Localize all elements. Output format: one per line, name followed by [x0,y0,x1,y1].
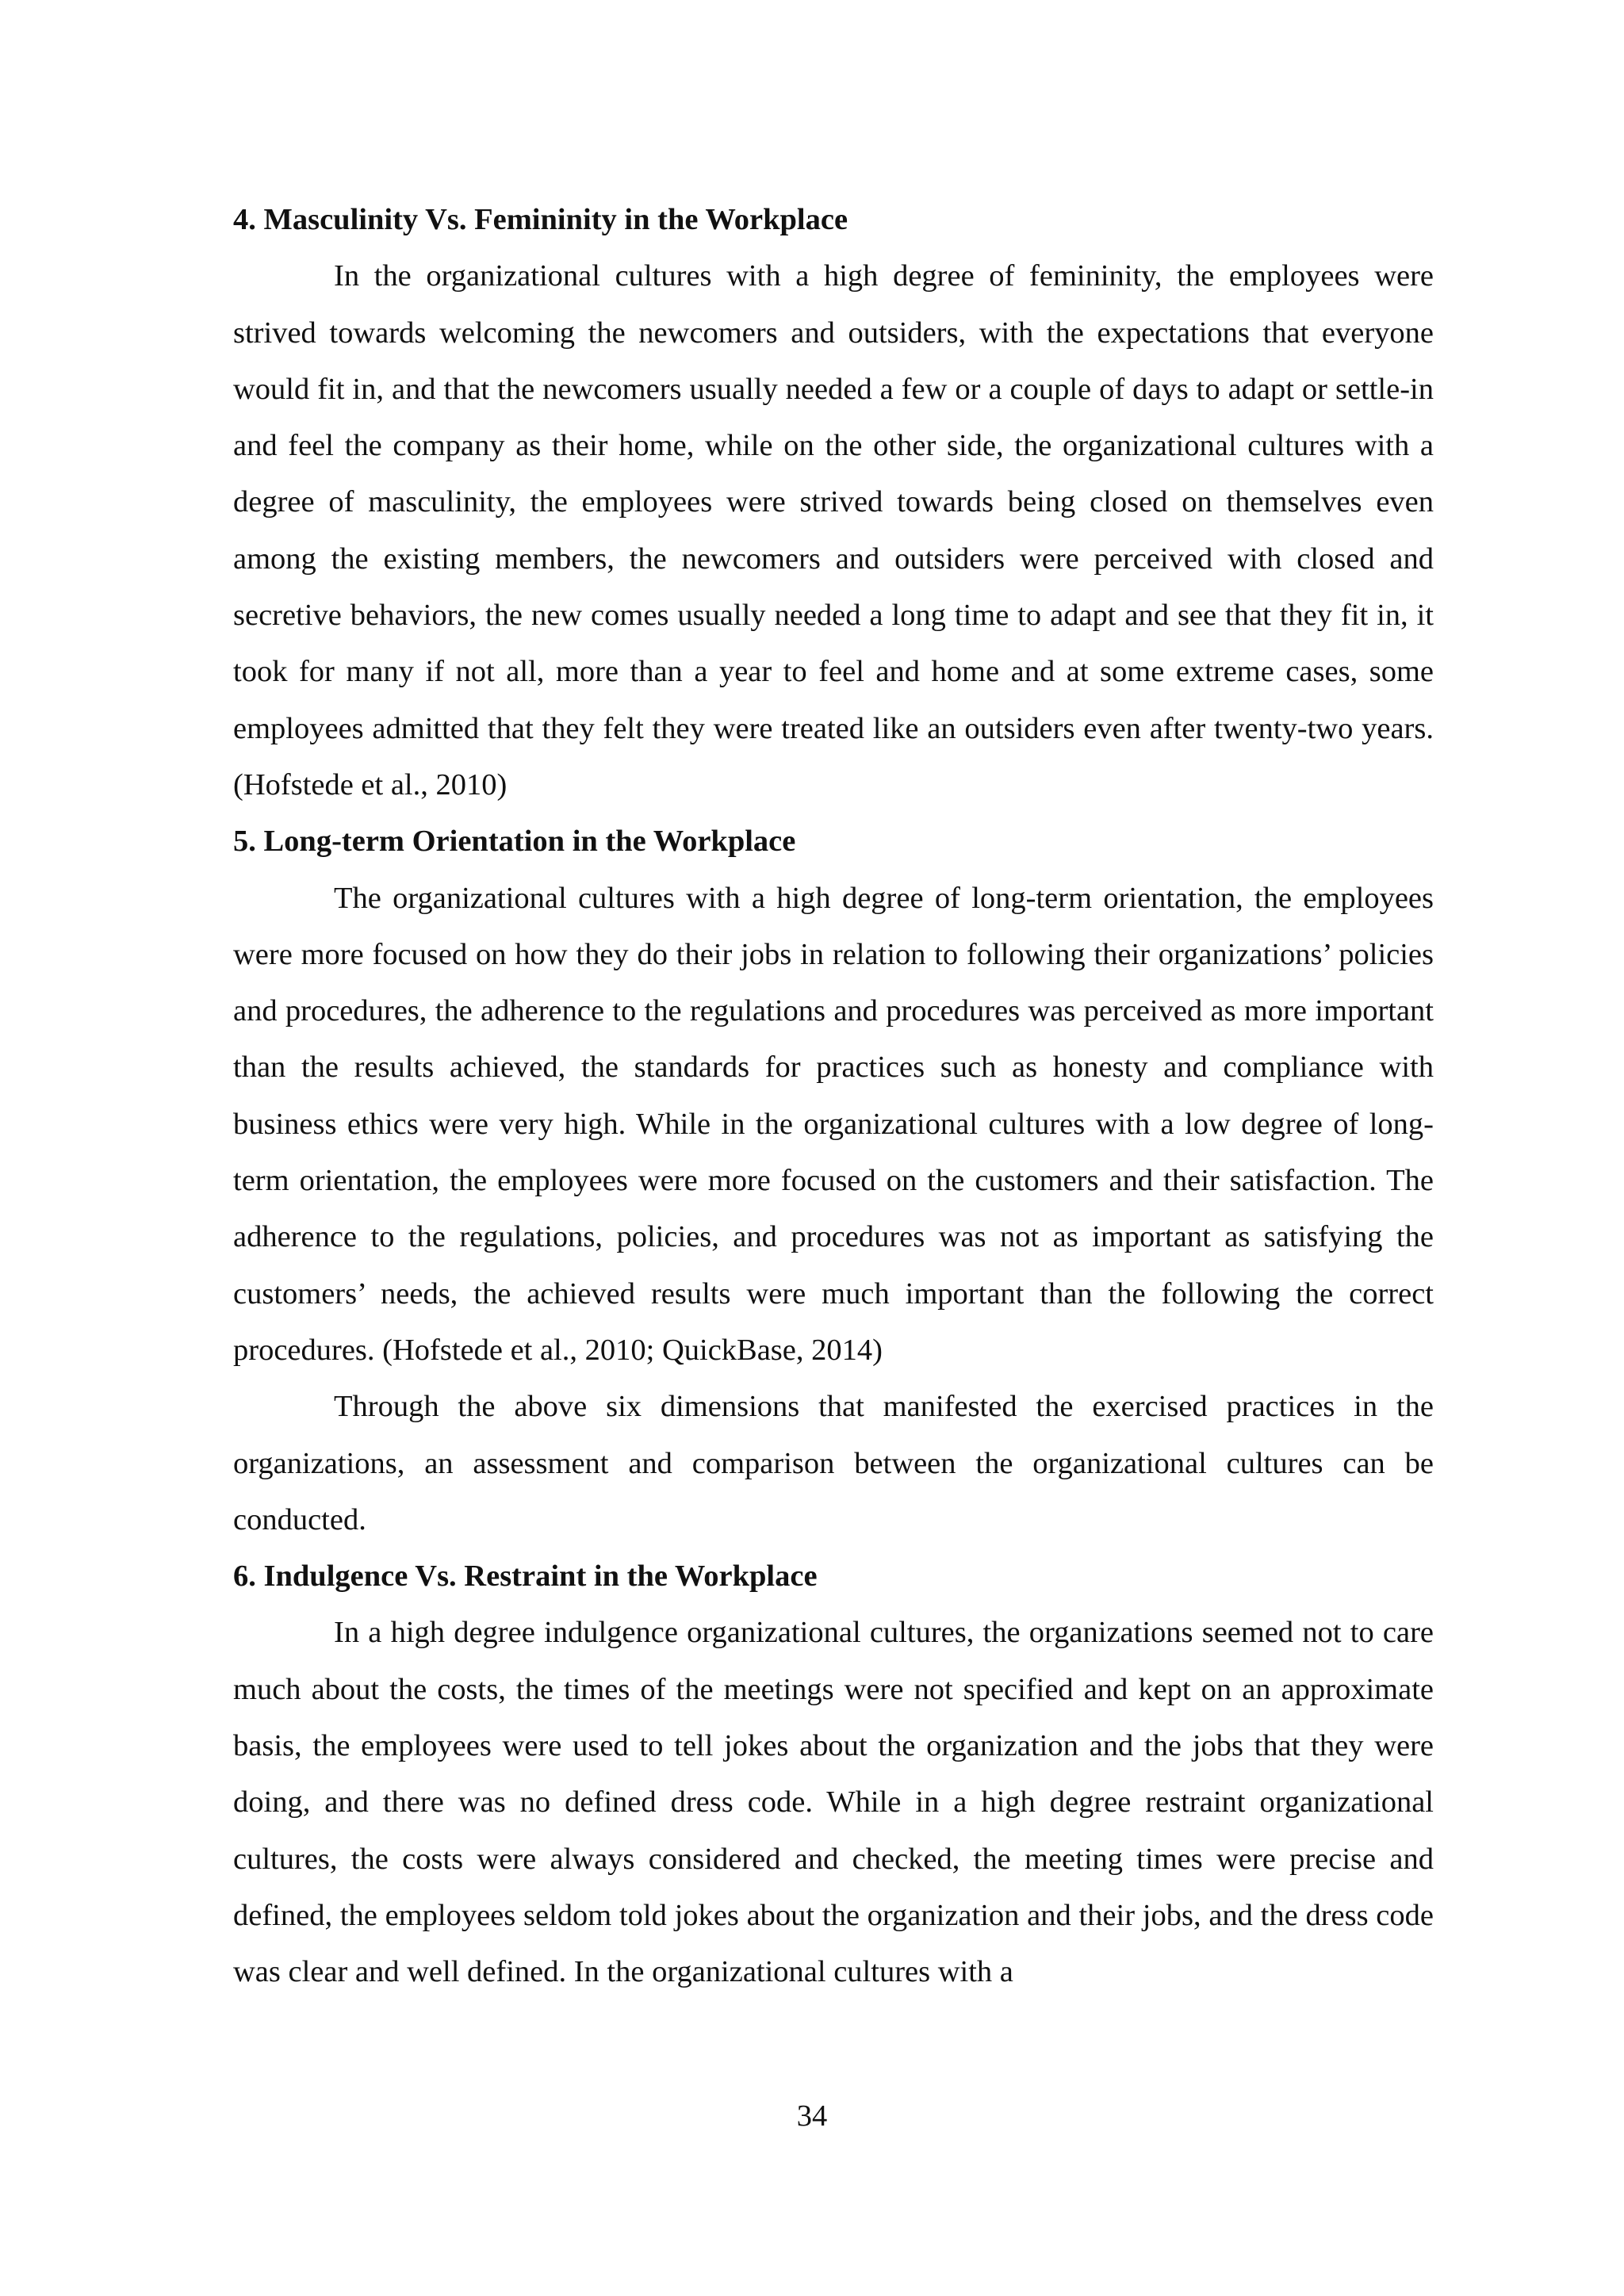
section-heading-long-term-orientation: 5. Long-term Orientation in the Workplace [233,825,796,859]
page-number: 34 [796,2099,828,2133]
section-heading-indulgence-restraint: 6. Indulgence Vs. Restraint in the Workplace [233,1559,818,1594]
body-text [233,192,1434,2001]
paragraph-indulgence-restraint: In a high degree indulgence organizational cultures, the organizations seemed not to care much about the costs, the times of the meetings were not specified and kept on an approximate basis, the employees were used to tell jokes about the organization and the jobs that they were doing, and there was no defined dress code. While in a high degree restraint organizational cultures, the costs were always considered and checked, the meeting times were precise and defined, the employees seldom told jokes about the organization and their jobs, and the dress code was clear and well defined. In the organizational cultures with a [233,1616,1434,1989]
paragraph-long-term-orientation: The organizational cultures with a high degree of long-term orientation, the employees were more focused on how they do their jobs in relation to following their organizations’ policies and procedures, the adherence to the regulations and procedures was perceived as more important than the results achieved, the standards for practices such as honesty and compliance with business ethics were very high. While in the organizational cultures with a low degree of long-term orientation, the employees were more focused on the customers and their satisfaction. The adherence to the regulations, policies, and procedures was not as important as satisfying the customers’ needs, the achieved results were much important than the following the correct procedures. (Hofstede et al., 2010; QuickBase, 2014) [233,881,1434,1367]
section-heading-masculinity-femininity: 4. Masculinity Vs. Femininity in the Workplace [233,203,848,236]
paragraph-masculinity-femininity: In the organizational cultures with a high degree of femininity, the employees were strived towards welcoming the newcomers and outsiders, with the expectations that everyone would fit in, and that the newcomers usually needed a few or a couple of days to adapt or settle-in and feel the company as their home, while on the other side, the organizational cultures with a degree of masculinity, the employees were strived towards being closed on themselves even among the existing members, the newcomers and outsiders were perceived with closed and secretive behaviors, the new comes usually needed a long time to adapt and see that they fit in, it took for many if not all, more than a year to feel and home and at some extreme cases, some employees admitted that they felt they were treated like an outsiders even after twenty-two years. (Hofstede et al., 2010) [233,259,1434,802]
paragraph-six-dimensions-summary: Through the above six dimensions that manifested the exercised practices in the organizations, an assessment and comparison between the organizational cultures can be conducted. [233,1390,1434,1536]
